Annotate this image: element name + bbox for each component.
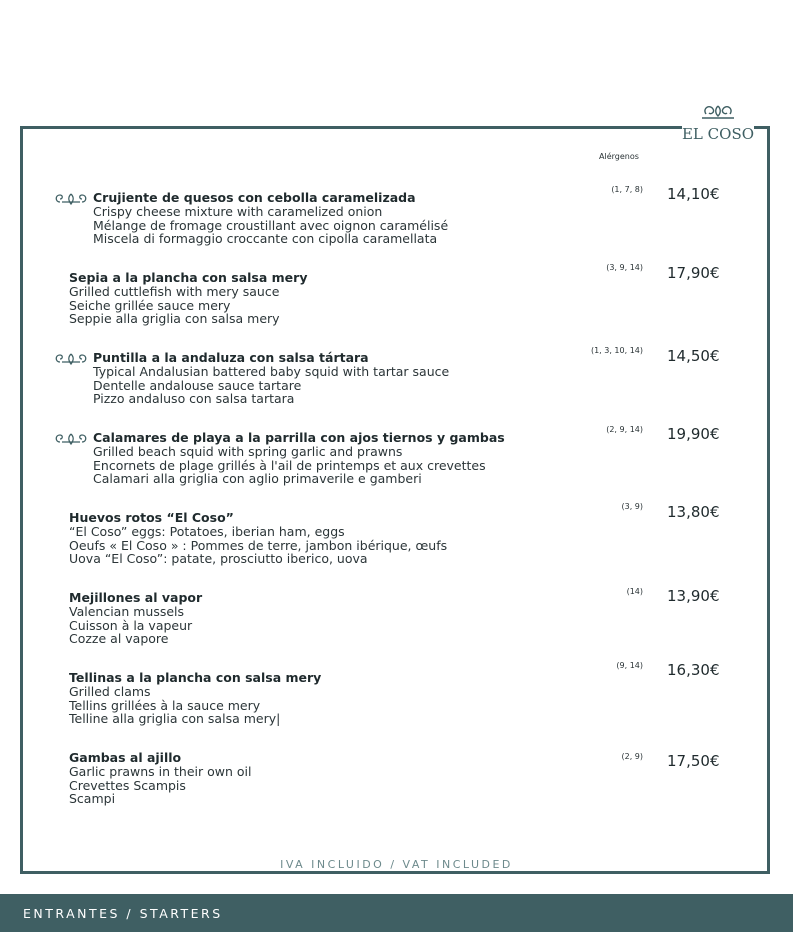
menu-item-description: Pizzo andaluso con salsa tartara	[93, 391, 295, 406]
vat-note: IVA INCLUIDO / VAT INCLUDED	[280, 858, 513, 871]
menu-item-description: Valencian mussels	[69, 604, 185, 619]
menu-item-description: Oeufs « El Coso » : Pommes de terre, jambon ibérique, œufs	[69, 537, 448, 553]
menu-item	[69, 671, 321, 726]
menu-item-price: 13,90€	[667, 587, 720, 605]
el-coso-logo	[682, 102, 754, 148]
menu-item-title: Crujiente de quesos con cebolla caramelizada	[93, 190, 416, 205]
menu-item-description: Calamari alla griglia con aglio primaverile e gamberi	[93, 471, 422, 486]
allergens-codes: (14)	[626, 587, 643, 596]
menu-item-description: Scampi	[69, 791, 116, 806]
menu-item-description: Dentelle andalouse sauce tartare	[93, 377, 302, 393]
menu-item-description: Grilled beach squid with spring garlic and prawns	[93, 444, 403, 459]
menu-item-title: Puntilla a la andaluza con salsa tártara	[93, 350, 369, 365]
menu-item	[69, 591, 202, 646]
menu-item-description: Cozze al vapore	[69, 631, 169, 646]
menu-item-title: Gambas al ajillo	[69, 750, 182, 765]
menu-item-title: Tellinas a la plancha con salsa mery	[69, 670, 322, 685]
menu-item-description: Garlic prawns in their own oil	[69, 764, 252, 779]
menu-item-description: Encornets de plage grillés à l'ail de printemps et aux crevettes	[93, 457, 486, 473]
svg-text:EL COSO: EL COSO	[682, 125, 754, 143]
menu-item-title: Calamares de playa a la parrilla con ajos tiernos y gambas	[93, 430, 505, 445]
allergens-codes: (1, 3, 10, 14)	[590, 346, 643, 355]
ornament-icon	[54, 351, 88, 365]
ornament-icon	[54, 191, 88, 205]
menu-item-price: 19,90€	[667, 425, 720, 443]
section-label: ENTRANTES / STARTERS	[23, 906, 223, 921]
menu-item-description: Tellins grillées à la sauce mery	[69, 697, 261, 713]
menu-item-description: Telline alla griglia con salsa mery|	[69, 711, 281, 726]
menu-item-description: Grilled cuttlefish with mery sauce	[69, 284, 280, 299]
menu-item	[69, 751, 251, 806]
ornament-icon	[54, 431, 88, 445]
menu-item	[93, 351, 449, 406]
allergens-codes: (2, 9, 14)	[606, 425, 643, 434]
menu-item-price: 14,50€	[667, 347, 720, 365]
menu-item-price: 16,30€	[667, 661, 720, 679]
menu-item-title: Mejillones al vapor	[69, 590, 203, 605]
menu-item-description: Seiche grillée sauce mery	[69, 297, 231, 313]
menu-item	[69, 271, 307, 326]
menu-item-price: 17,90€	[667, 264, 720, 282]
menu-item-description: Miscela di formaggio croccante con cipolla caramellata	[93, 231, 438, 246]
menu-item-description: Uova “El Coso”: patate, prosciutto iberico, uova	[69, 551, 368, 566]
menu-item-description: Crispy cheese mixture with caramelized onion	[93, 204, 383, 219]
menu-item	[69, 511, 447, 566]
allergens-codes: (1, 7, 8)	[611, 185, 643, 194]
menu-item-description: Seppie alla griglia con salsa mery	[69, 311, 280, 326]
menu-item-description: Cuisson à la vapeur	[69, 617, 193, 633]
menu-item-title: Huevos rotos “El Coso”	[69, 510, 234, 525]
menu-item-description: Grilled clams	[69, 684, 151, 699]
allergens-header: Alérgenos	[599, 152, 639, 161]
menu-item-description: Typical Andalusian battered baby squid with tartar sauce	[93, 364, 450, 379]
menu-item-description: “El Coso” eggs: Potatoes, iberian ham, eggs	[69, 524, 345, 539]
menu-item-price: 17,50€	[667, 752, 720, 770]
allergens-codes: (3, 9)	[621, 502, 643, 511]
allergens-codes: (2, 9)	[621, 752, 643, 761]
menu-item	[93, 191, 448, 246]
menu-item-price: 13,80€	[667, 503, 720, 521]
menu-item	[93, 431, 505, 486]
menu-item-description: Mélange de fromage croustillant avec oignon caramélisé	[93, 217, 449, 233]
section-footer-bar	[0, 894, 793, 932]
allergens-codes: (9, 14)	[616, 661, 643, 670]
allergens-codes: (3, 9, 14)	[606, 263, 643, 272]
menu-item-title: Sepia a la plancha con salsa mery	[69, 270, 308, 285]
menu-item-description: Crevettes Scampis	[69, 777, 186, 793]
menu-item-price: 14,10€	[667, 185, 720, 203]
